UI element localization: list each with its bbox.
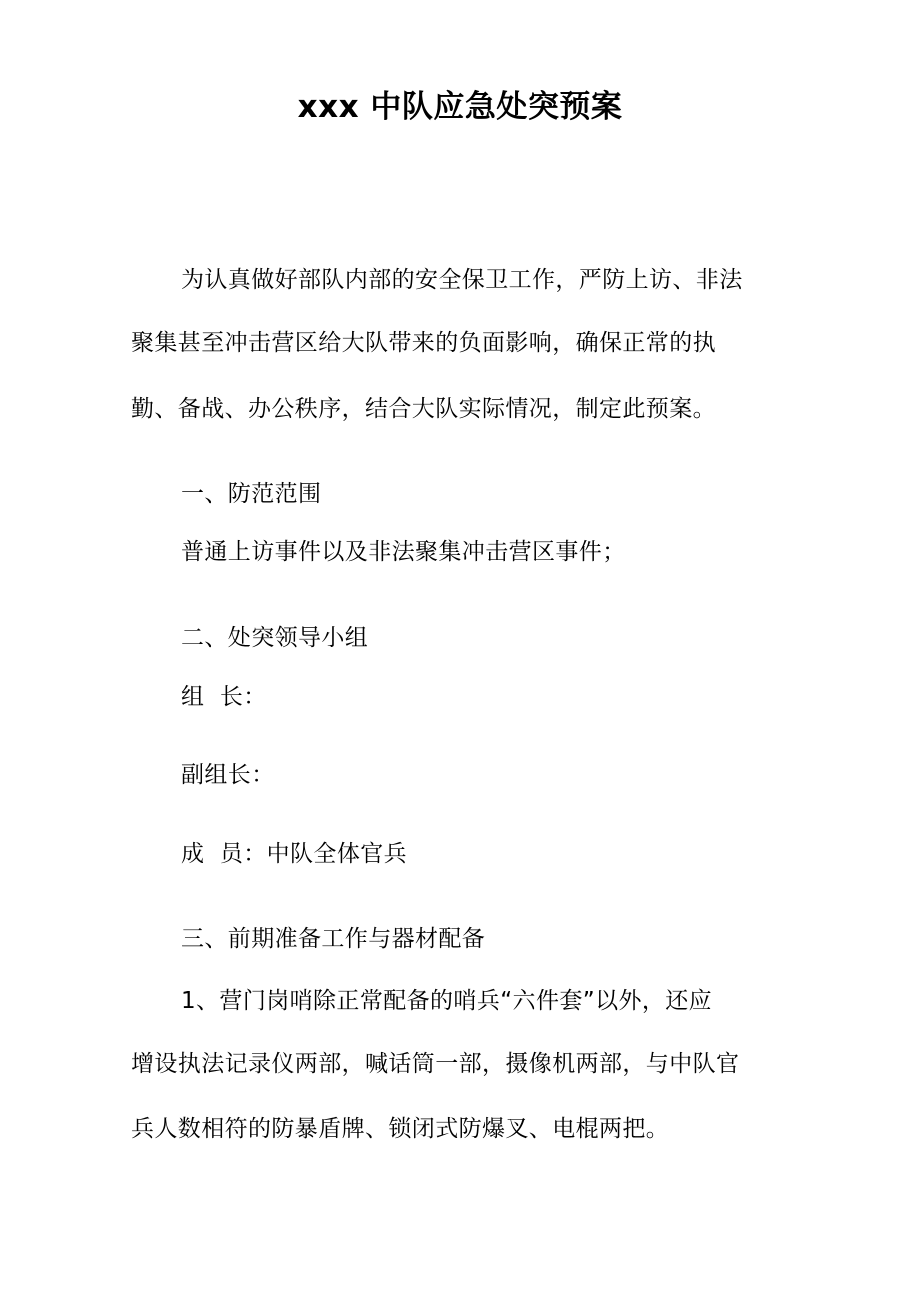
team-leader-line: 组 长： <box>181 684 267 710</box>
section-3-item-1-line-1: 1、营门岗哨除正常配备的哨兵“六件套”以外，还应 <box>181 988 713 1014</box>
team-deputy-line: 副组长： <box>181 762 275 788</box>
document-title: xxx 中队应急处突预案 <box>297 89 623 125</box>
section-1-heading: 一、防范范围 <box>181 481 322 507</box>
section-3-item-1-line-3: 兵人数相符的防暴盾牌、锁闭式防爆叉、电棍两把。 <box>131 1116 670 1142</box>
section-1-content: 普通上访事件以及非法聚集冲击营区事件； <box>181 539 626 565</box>
section-3-heading: 三、前期准备工作与器材配备 <box>181 926 486 952</box>
section-2-heading: 二、处突领导小组 <box>181 625 369 651</box>
team-members-line: 成 员：中队全体官兵 <box>181 841 408 867</box>
intro-line-2: 聚集甚至冲击营区给大队带来的负面影响，确保正常的执 <box>131 330 716 356</box>
section-3-item-1-line-2: 增设执法记录仪两部，喊话筒一部，摄像机两部，与中队官 <box>131 1051 740 1077</box>
intro-line-3: 勤、备战、办公秩序，结合大队实际情况，制定此预案。 <box>131 396 716 422</box>
intro-line-1: 为认真做好部队内部的安全保卫工作，严防上访、非法 <box>181 267 743 293</box>
